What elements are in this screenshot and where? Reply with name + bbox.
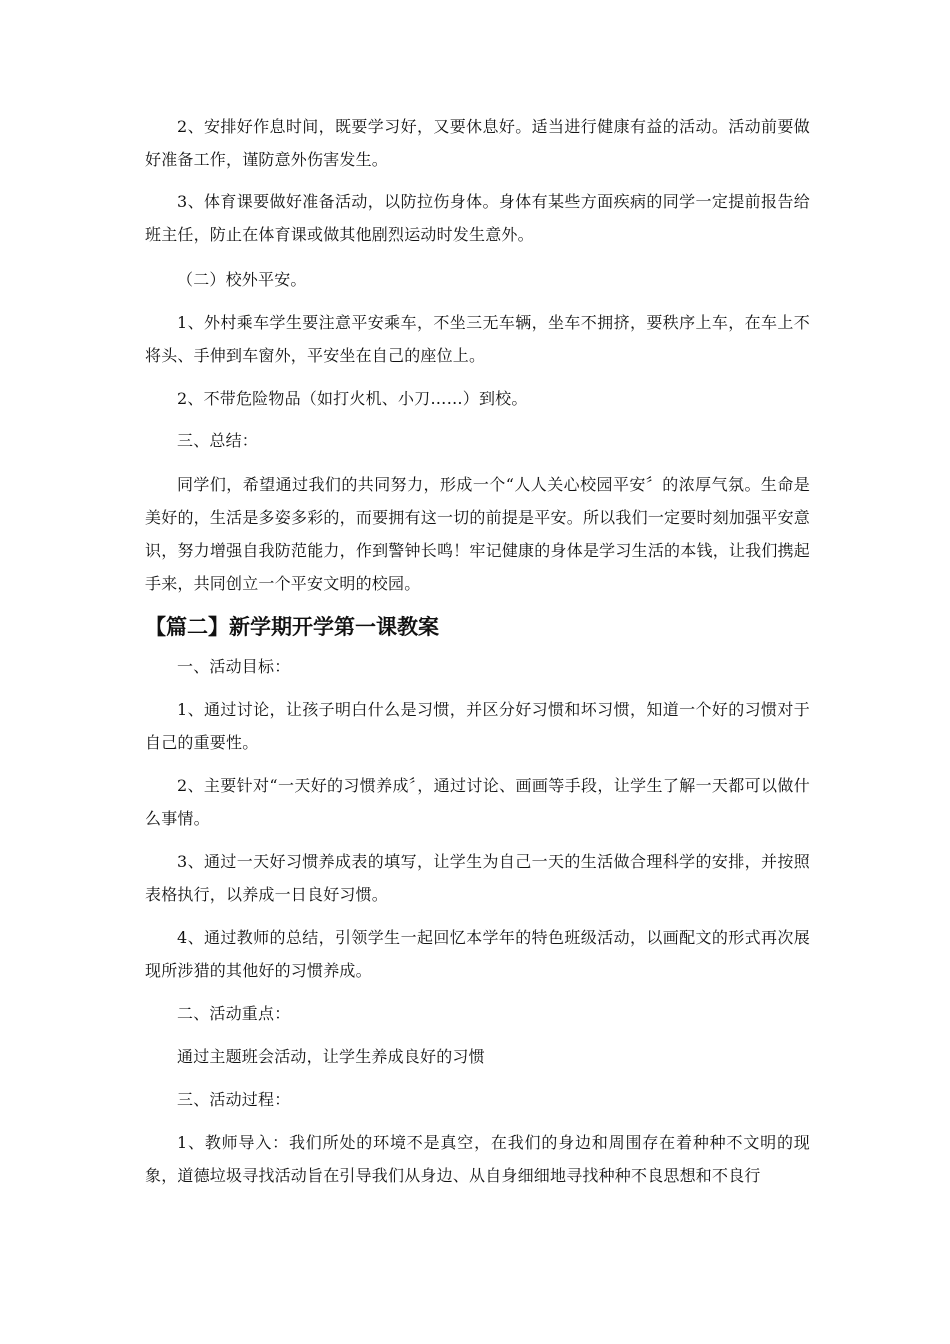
- subheading-off-campus-safety: （二）校外平安。: [177, 270, 307, 289]
- paragraph-focus: 通过主题班会活动，让学生养成良好的习惯: [177, 1047, 485, 1066]
- paragraph-goal-3: 3、通过一天好习惯养成表的填写，让学生为自己一天的生活做合理科学的安排，并按照表格执行，以养成一日良好习惯。: [145, 852, 810, 904]
- paragraph-process-1: 1、教师导入：我们所处的环境不是真空，在我们的身边和周围存在着种种不文明的现象，道德垃圾寻找活动旨在引导我们从身边、从自身细细地寻找种种不良思想和不良行: [145, 1133, 810, 1185]
- subheading-summary: 三、总结：: [177, 431, 259, 450]
- paragraph-dangerous-items: 2、不带危险物品（如打火机、小刀……）到校。: [177, 389, 528, 408]
- paragraph-rest-schedule: 2、安排好作息时间，既要学习好，又要休息好。适当进行健康有益的活动。活动前要做好准备工作，谨防意外伤害发生。: [145, 117, 810, 169]
- paragraph-goal-2: 2、主要针对“一天好的习惯养成〞，通过讨论、画画等手段，让学生了解一天都可以做什么事情。: [145, 776, 810, 828]
- subheading-activity-process: 三、活动过程：: [177, 1090, 291, 1109]
- paragraph-goal-4: 4、通过教师的总结，引领学生一起回忆本学年的特色班级活动，以画配文的形式再次展现所涉猎的其他好的习惯养成。: [145, 928, 810, 980]
- paragraph-pe-class: 3、体育课要做好准备活动，以防拉伤身体。身体有某些方面疾病的同学一定提前报告给班主任，防止在体育课或做其他剧烈运动时发生意外。: [145, 192, 810, 244]
- section-title-part-two: 【篇二】新学期开学第一课教案: [145, 615, 439, 639]
- paragraph-bus-safety: 1、外村乘车学生要注意平安乘车，不坐三无车辆，坐车不拥挤，要秩序上车，在车上不将头、手伸到车窗外，平安坐在自己的座位上。: [145, 313, 810, 365]
- subheading-activity-goals: 一、活动目标：: [177, 657, 291, 676]
- paragraph-summary: 同学们，希望通过我们的共同努力，形成一个“人人关心校园平安〞的浓厚气氛。生命是美好的，生活是多姿多彩的，而要拥有这一切的前提是平安。所以我们一定要时刻加强平安意识，努力增强自我防范能力，作到警钟长鸣！牢记健康的身体是学习生活的本钱，让我们携起手来，共同创立一个平安文明的校园。: [145, 475, 810, 593]
- paragraph-goal-1: 1、通过讨论，让孩子明白什么是习惯，并区分好习惯和坏习惯，知道一个好的习惯对于自己的重要性。: [145, 700, 810, 752]
- subheading-activity-focus: 二、活动重点：: [177, 1004, 291, 1023]
